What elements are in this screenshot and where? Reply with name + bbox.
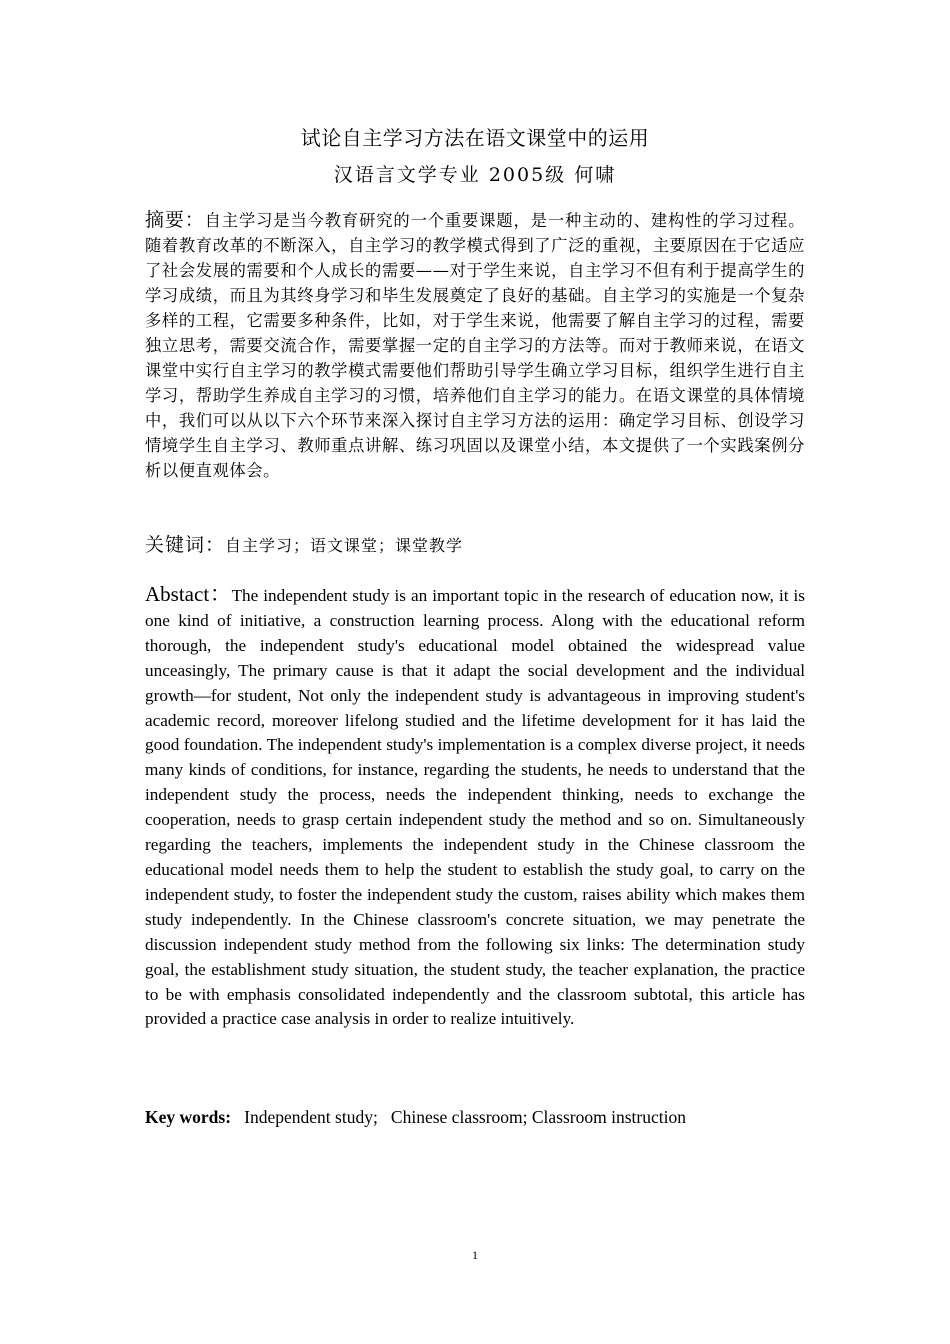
page-number: 1	[472, 1248, 478, 1262]
chinese-abstract-text: 自主学习是当今教育研究的一个重要课题，是一种主动的、建构性的学习过程。随着教育改革的不断深入，自主学习的教学模式得到了广泛的重视，主要原因在于它适应了社会发展的需要和个人成长的需要——对于学生来说，自主学习不但有利于提高学生的学习成绩，而且为其终身学习和毕生发展奠定了良好的基础。自主学习的实施是一个复杂多样的工程，它需要多种条件，比如，对于学生来说，他需要了解自主学习的过程，需要独立思考，需要交流合作，需要掌握一定的自主学习的方法等。而对于教师来说，在语文课堂中实行自主学习的教学模式需要他们帮助引导学生确立学习目标，组织学生进行自主学习，帮助学生养成自主学习的习惯，培养他们自主学习的能力。在语文课堂的具体情境中，我们可以从以下六个环节来深入探讨自主学习方法的运用：确定学习目标、创设学习情境学生自主学习、教师重点讲解、练习巩固以及课堂小结，本文提供了一个实践案例分析以便直观体会。	[145, 211, 805, 480]
chinese-abstract	[145, 208, 805, 483]
english-keywords	[145, 1104, 825, 1130]
author-line: 汉语言文学专业 2005级 何啸	[333, 164, 617, 186]
chinese-keywords-text: 自主学习；语文课堂；课堂教学	[225, 536, 464, 555]
chinese-keywords	[145, 532, 805, 559]
paper-title: 试论自主学习方法在语文课堂中的运用	[300, 126, 650, 150]
english-abstract-text: The independent study is an important topic in the research of education now, it is one kind of initiative, a construction learning process. Along with the educational reform thorough, the independent study's educational model obtained the widespread value unceasingly, The primary cause is that it adapt the social development and the individual growth—for student, Not only the independent study is advantageous in improving student's academic record, moreover lifelong studied and the lifetime development for it has laid the good foundation. The independent study's implementation is a complex diverse project, it needs many kinds of conditions, for instance, regarding the students, he needs to understand that the independent study the process, needs the independent thinking, needs to exchange the cooperation, needs to grasp certain independent study the method and so on. Simultaneously regarding the teachers, implements the independent study in the Chinese classroom the educational model needs them to help the student to establish the study goal, to carry on the independent study, to foster the independent study the custom, raises ability which makes them study independently. In the Chinese classroom's concrete situation, we may penetrate the discussion independent study method from the following six links: The determination study goal, the establishment study situation, the student study, the teacher explanation, the practice to be with emphasis consolidated independently and the classroom subtotal, this article has provided a practice case analysis in order to realize intuitively.	[145, 586, 805, 1029]
english-abstract-label: Abstact：	[145, 582, 232, 606]
english-keywords-label: Key words:	[145, 1107, 232, 1127]
chinese-keywords-label: 关键词：	[145, 534, 226, 556]
chinese-abstract-label: 摘要：	[145, 209, 205, 231]
english-abstract	[145, 582, 805, 1032]
english-keywords-text: Independent study; Chinese classroom; Classroom instruction	[244, 1107, 686, 1127]
